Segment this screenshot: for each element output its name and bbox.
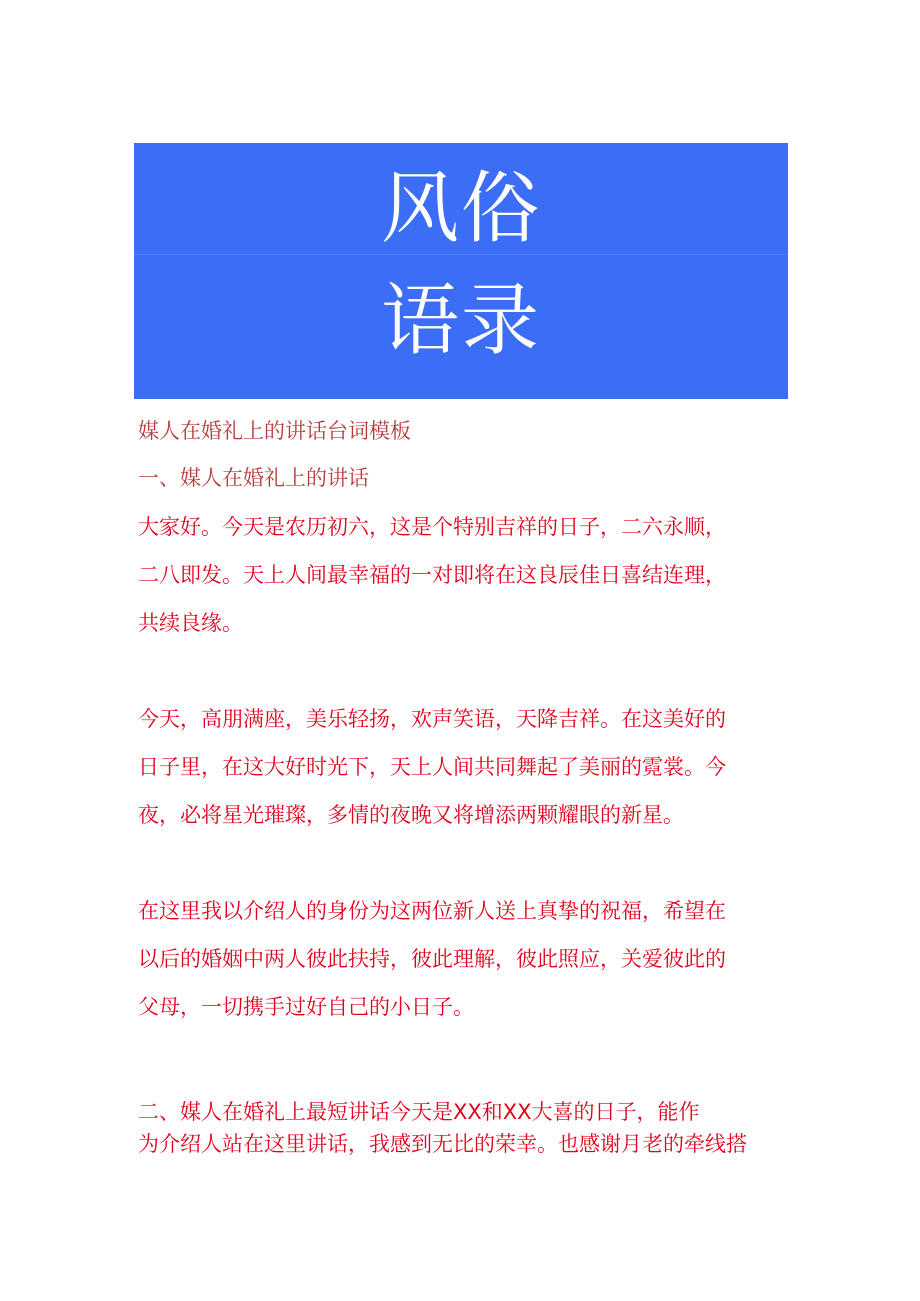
banner-title-line-1: 风俗 <box>380 164 541 254</box>
paragraph-3-line-3: 父母，一切携手过好自己的小日子。 <box>138 995 474 1019</box>
paragraph-1-line-2: 二八即发。天上人间最幸福的一对即将在这良辰佳日喜结连理， <box>138 563 726 587</box>
paragraph-2-line-2: 日子里，在这大好时光下，天上人间共同舞起了美丽的霓裳。今 <box>138 755 726 779</box>
paragraph-2-line-3: 夜，必将星光璀璨，多情的夜晚又将增添两颗耀眼的新星。 <box>138 803 684 827</box>
title-banner <box>134 143 788 399</box>
paragraph-3-line-1: 在这里我以介绍人的身份为这两位新人送上真挚的祝福，希望在 <box>138 899 726 923</box>
banner-divider <box>134 254 788 255</box>
document-title: 媒人在婚礼上的讲话台词模板 <box>138 419 411 443</box>
paragraph-3-line-2: 以后的婚姻中两人彼此扶持，彼此理解，彼此照应，关爱彼此的 <box>138 947 726 971</box>
paragraph-4-line-2: 为介绍人站在这里讲话，我感到无比的荣幸。也感谢月老的牵线搭 <box>138 1132 747 1156</box>
banner-title-line-2: 语录 <box>380 276 541 366</box>
paragraph-2-line-1: 今天，高朋满座，美乐轻扬，欢声笑语，天降吉祥。在这美好的 <box>138 707 726 731</box>
paragraph-4-line-1: 二、媒人在婚礼上最短讲话今天是XX和XX大喜的日子，能作 <box>138 1100 700 1124</box>
paragraph-1-line-1: 大家好。今天是农历初六，这是个特别吉祥的日子，二六永顺， <box>138 515 726 539</box>
paragraph-1-line-3: 共续良缘。 <box>138 611 243 635</box>
section-1-heading: 一、媒人在婚礼上的讲话 <box>138 466 369 490</box>
